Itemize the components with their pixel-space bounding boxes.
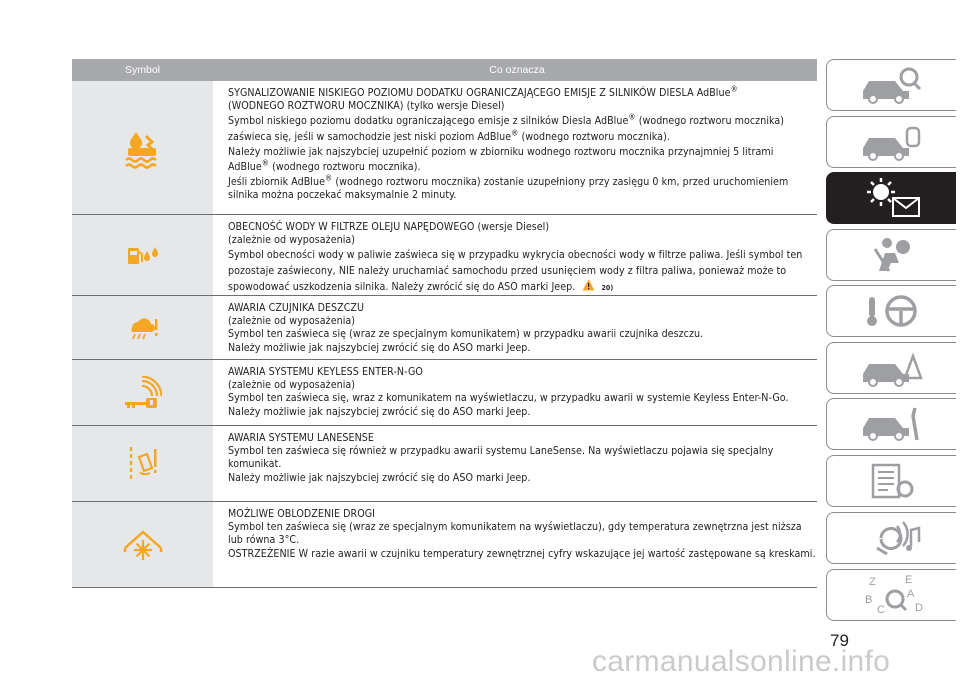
- row-title: AWARIA SYSTEMU KEYLESS ENTER-N-GO: [228, 366, 423, 378]
- rain-sensor-fault-icon: [126, 316, 160, 340]
- registered-mark: ®: [511, 128, 519, 138]
- tab-safety[interactable]: [826, 229, 956, 281]
- car-emergency-icon: [857, 348, 927, 388]
- table-row: [72, 502, 817, 588]
- description-cell: [213, 426, 817, 501]
- index-letter: B: [864, 594, 872, 606]
- registered-mark: ®: [325, 173, 333, 183]
- table-row: [72, 426, 817, 502]
- row-body: Należy możliwie jak najszybciej zwrócić się do ASO marki Jeep.: [228, 471, 531, 484]
- table-row: [72, 81, 817, 215]
- row-subtitle: (zależnie od wyposażenia): [228, 234, 356, 247]
- row-title-continued: (WODNEGO ROZTWORU MOCZNIKA) (tylko wersje Diesel): [228, 100, 505, 113]
- row-body: Symbol ten zaświeca się (wraz ze specjalnym komunikatem na wyświetlaczu), gdy temperatura zewnętrzna jest niższa lub równa 3°C.: [228, 521, 802, 547]
- row-title: MOŻLIWE OBLODZENIE DROGI: [228, 508, 376, 520]
- row-body: zaświeca się, jeśli w samochodzie jest niski poziom AdBlue: [228, 130, 512, 143]
- row-body: (wodnego roztworu mocznika): [635, 115, 785, 128]
- index-letter: E: [904, 574, 912, 586]
- header-symbol: Symbol: [124, 64, 160, 76]
- icy-road-icon: [123, 526, 163, 564]
- registered-mark: ®: [628, 112, 636, 122]
- tab-warning-lights[interactable]: [826, 172, 956, 224]
- table-row: [72, 360, 817, 426]
- row-body: Symbol ten zaświeca się również w przypadku awarii systemu LaneSense. Na wyświetlaczu pojawia się specjalny komunikat.: [228, 445, 774, 471]
- car-key-icon: [857, 122, 927, 162]
- table-row: [72, 215, 817, 296]
- footnote-ref[interactable]: 20): [601, 284, 614, 293]
- row-subtitle: (zależnie od wyposażenia): [228, 379, 356, 392]
- tab-technical-data[interactable]: [826, 455, 956, 507]
- row-subtitle: (zależnie od wyposażenia): [228, 315, 356, 328]
- indicator-table: [72, 59, 817, 588]
- tab-car-info[interactable]: [826, 59, 956, 111]
- description-cell: [213, 360, 817, 425]
- table-row: [72, 296, 817, 360]
- tab-index[interactable]: [826, 569, 956, 621]
- lanesense-fault-icon: [127, 445, 159, 483]
- header-meaning: Co oznacza: [489, 64, 545, 76]
- technical-data-icon: [857, 461, 927, 501]
- tab-maintenance[interactable]: [826, 398, 956, 450]
- tab-multimedia[interactable]: [826, 512, 956, 564]
- car-maintenance-icon: [857, 404, 927, 444]
- row-title: SYGNALIZOWANIE NISKIEGO POZIOMU DODATKU OGRANICZAJĄCEGO EMISJE Z SILNIKÓW DIESLA AdBlue: [228, 87, 731, 99]
- row-body: Jeśli zbiornik AdBlue: [228, 176, 325, 189]
- car-info-icon: [857, 65, 927, 105]
- row-body: Symbol obecności wody w paliwie zaświeca się w przypadku wykrycia obecności wody w filtrze paliwa. Jeśli symbol ten pozostaje zaświecony, NIE należy uruchamiać samochodu przed usunięciem wody z filtra paliwa, ponieważ może to spowodować uszkodzenia silnika. Należy zwrócić się do ASO marki Jeep.: [228, 249, 803, 294]
- row-body: Symbol ten zaświeca się (wraz ze specjalnym komunikatem) w przypadku awarii czujnika deszczu.: [228, 328, 704, 341]
- row-body: (wodnego roztworu mocznika).: [518, 130, 670, 143]
- index-letter: Z: [868, 576, 876, 588]
- row-body: Symbol ten zaświeca się, wraz z komunikatem na wyświetlaczu, w przypadku awarii w systemie Keyless Enter-N-Go.: [228, 392, 789, 405]
- tab-driving[interactable]: [826, 285, 956, 337]
- table-header: [72, 59, 817, 81]
- symbol-cell: [72, 360, 213, 425]
- description-cell: [213, 81, 817, 214]
- description-cell: [213, 296, 817, 359]
- driving-wheel-icon: [857, 291, 927, 331]
- row-body: AdBlue: [228, 161, 262, 174]
- keyless-fault-icon: [124, 376, 162, 410]
- water-in-fuel-icon: [125, 243, 161, 267]
- warning-light-message-icon: [857, 176, 927, 220]
- row-title: AWARIA SYSTEMU LANESENSE: [228, 432, 374, 444]
- adblue-low-level-icon: [122, 126, 164, 170]
- description-cell: [213, 502, 817, 587]
- symbol-cell: [72, 426, 213, 501]
- airbag-safety-icon: [857, 235, 927, 275]
- row-body: silnika można poczekać maksymalnie 2 minuty.: [228, 189, 457, 202]
- symbol-cell: [72, 502, 213, 587]
- registered-mark: ®: [261, 158, 270, 168]
- index-letter: D: [914, 602, 923, 614]
- symbol-cell: [72, 296, 213, 359]
- row-title: OBECNOŚĆ WODY W FILTRZE OLEJU NAPĘDOWEGO (wersje Diesel): [228, 221, 550, 233]
- page-number: 79: [830, 631, 849, 650]
- row-body: (wodnego roztworu mocznika).: [269, 161, 421, 174]
- row-body: Należy możliwie jak najszybciej zwrócić się do ASO marki Jeep.: [228, 405, 531, 418]
- row-title: AWARIA CZUJNIKA DESZCZU: [228, 302, 365, 314]
- symbol-cell: [72, 215, 213, 295]
- row-body: Symbol niskiego poziomu dodatku ograniczającego emisje z silników Diesla AdBlue: [228, 115, 629, 128]
- watermark: carmanualsonline.info: [592, 645, 891, 678]
- index-letter: A: [906, 588, 914, 600]
- tab-emergency[interactable]: [826, 342, 956, 394]
- description-cell: [213, 215, 817, 295]
- symbol-cell: [72, 81, 213, 214]
- index-letter: C: [876, 604, 885, 616]
- multimedia-icon: [857, 518, 927, 558]
- row-body: Należy możliwie jak najszybciej uzupełnić poziom w zbiorniku wodnego roztworu mocznika przynajmniej 5 litrami: [228, 145, 774, 158]
- caution-triangle-icon: [582, 279, 595, 291]
- row-body: OSTRZEŻENIE W razie awarii w czujniku temperatury zewnętrznej cyfry wskazujące jej wartość zastępowane są kreskami.: [228, 547, 816, 560]
- row-body: (wodnego roztworu mocznika) zostanie uzupełniony przy zasięgu 0 km, przed uruchomieniem: [332, 176, 789, 189]
- registered-mark: ®: [730, 84, 738, 94]
- row-body: Należy możliwie jak najszybciej zwrócić się do ASO marki Jeep.: [228, 341, 531, 354]
- tab-car-key[interactable]: [826, 116, 956, 168]
- index-icon: [857, 573, 927, 617]
